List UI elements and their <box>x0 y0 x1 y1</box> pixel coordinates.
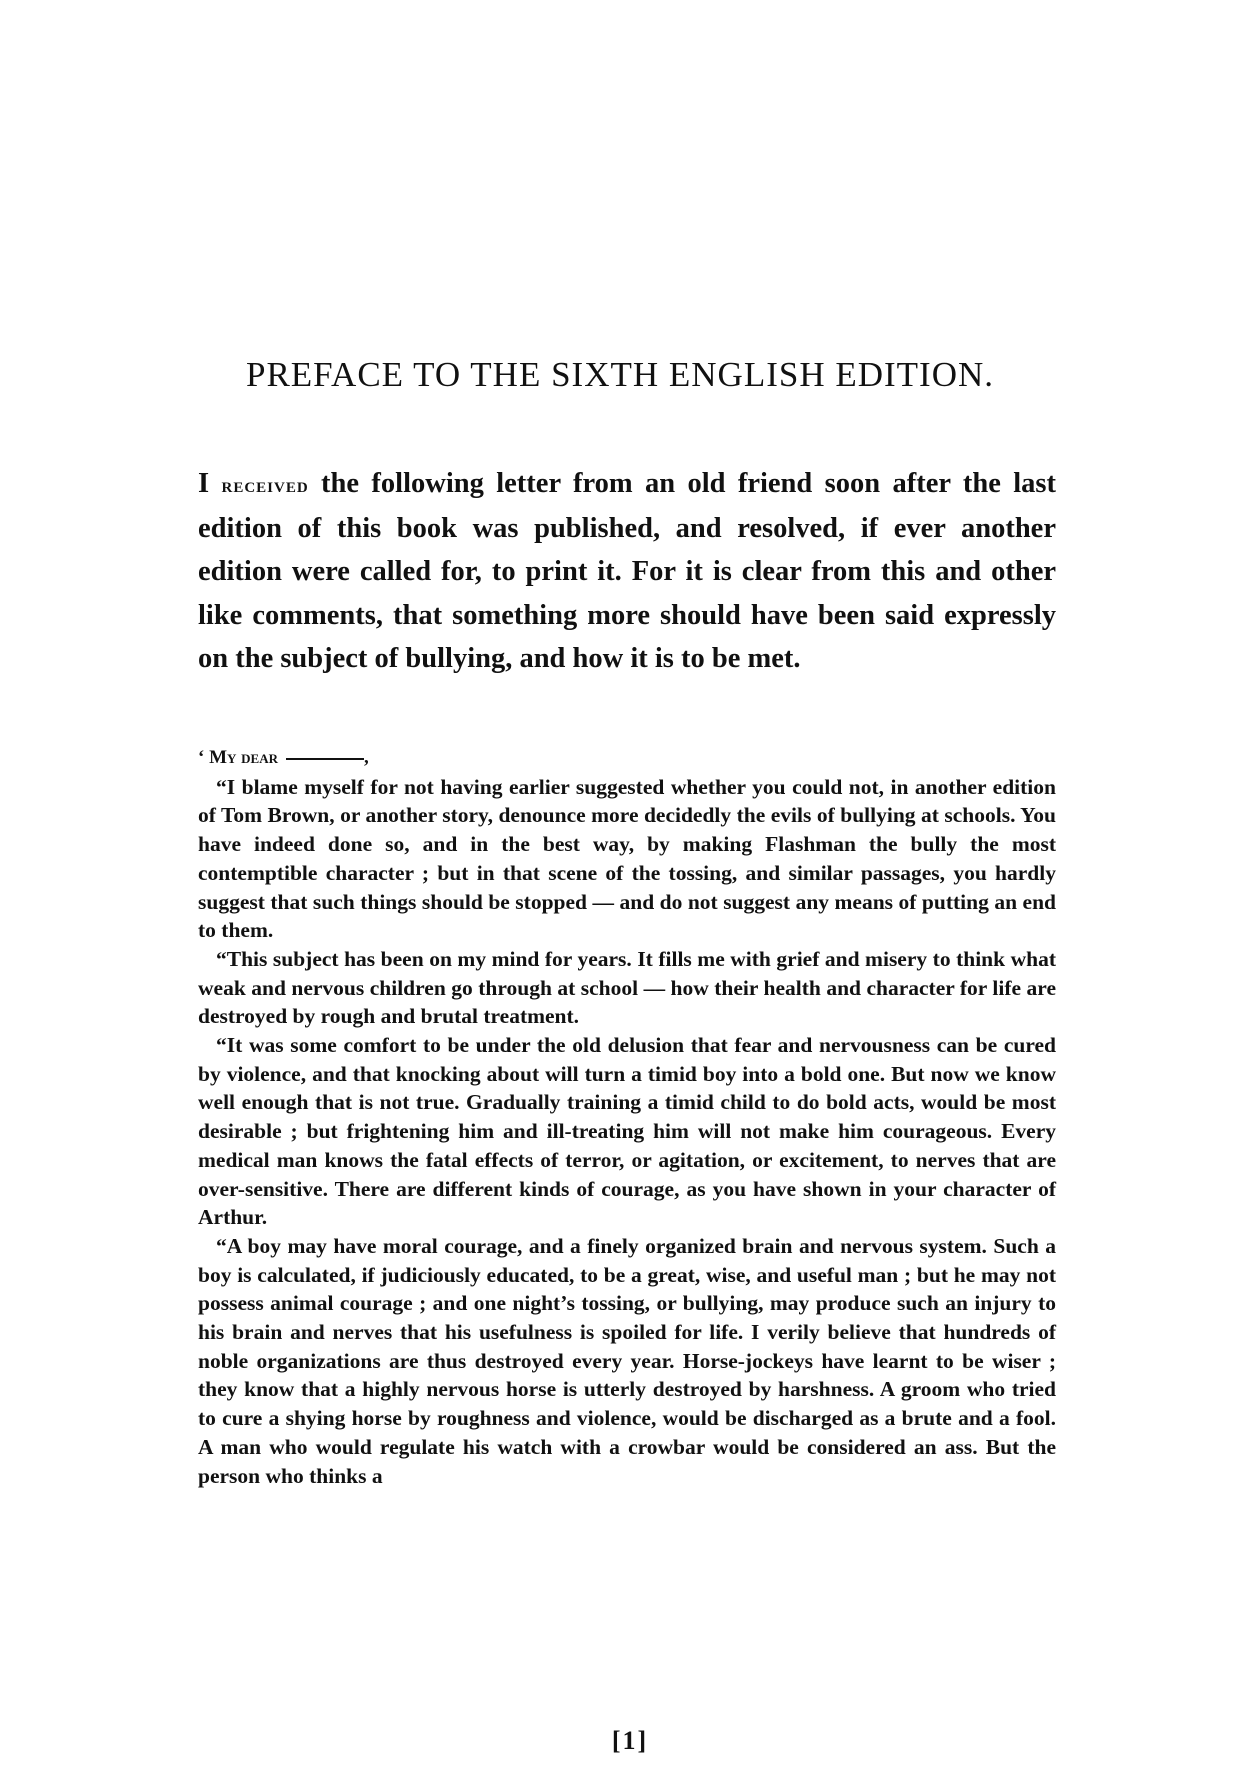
letter-paragraph-2: “This subject has been on my mind for years. It fills me with grief and misery to think what weak and nervous children go through at school — how their health and character for life are destroyed by rough and brutal treatment. <box>198 946 1056 1029</box>
letter-salutation: ‘ My dear , <box>198 747 369 768</box>
salutation-text: ‘ My dear <box>198 747 278 768</box>
quoted-letter <box>198 744 1056 1490</box>
letter-paragraph-4: “A boy may have moral courage, and a finely organized brain and nervous system. Such a boy is calculated, if judiciously educated, to be a great, wise, and useful man ; but he may not possess animal courage ; and one night’s tossing, or bullying, may produce such an injury to his brain and nerves that his usefulness is spoiled for life. I verily believe that hundreds of noble organizations are thus destroyed every year. Horse-jockeys have learnt to be wiser ; they know that a highly nervous horse is utterly destroyed by harshness. A groom who tried to cure a shying horse by roughness and violence, would be discharged as a brute and a fool. A man who would regulate his watch with a crowbar would be considered an ass. But the person who thinks a <box>198 1233 1056 1488</box>
intro-small-caps: received <box>221 472 309 497</box>
salutation-dash <box>286 758 364 760</box>
page-number: [1] <box>611 1726 649 1755</box>
intro-paragraph <box>198 462 1056 681</box>
intro-text: the following letter from an old friend soon after the last edition of this book was published, and resolved, if ever another edition were called for, to print it. For it is clear from this and other like comments, that something more should have been said expressly on the subject of bullying, and how it is to be met. <box>198 468 1056 674</box>
page-title: PREFACE TO THE SIXTH ENGLISH EDITION. <box>245 355 994 394</box>
letter-paragraph-1: “I blame myself for not having earlier suggested whether you could not, in another edition of Tom Brown, or another story, denounce more decidedly the evils of bullying at schools. You have indeed done so, and in the best way, by making Flashman the bully the most contemptible character ; but in that scene of the tossing, and similar passages, you hardly suggest that such things should be stopped — and do not suggest any means of putting an end to them. <box>198 774 1056 943</box>
intro-first-word: I <box>198 468 210 499</box>
letter-paragraph-3: “It was some comfort to be under the old delusion that fear and nervousness can be cured by violence, and that knocking about will turn a timid boy into a bold one. But now we know well enough that is not true. Gradually training a timid child to do bold acts, would be most desirable ; but frightening him and ill-treating him will not make him courageous. Every medical man knows the fatal effects of terror, or agitation, or excitement, to nerves that are over-sensitive. There are different kinds of courage, as you have shown in your character of Arthur. <box>198 1033 1056 1230</box>
